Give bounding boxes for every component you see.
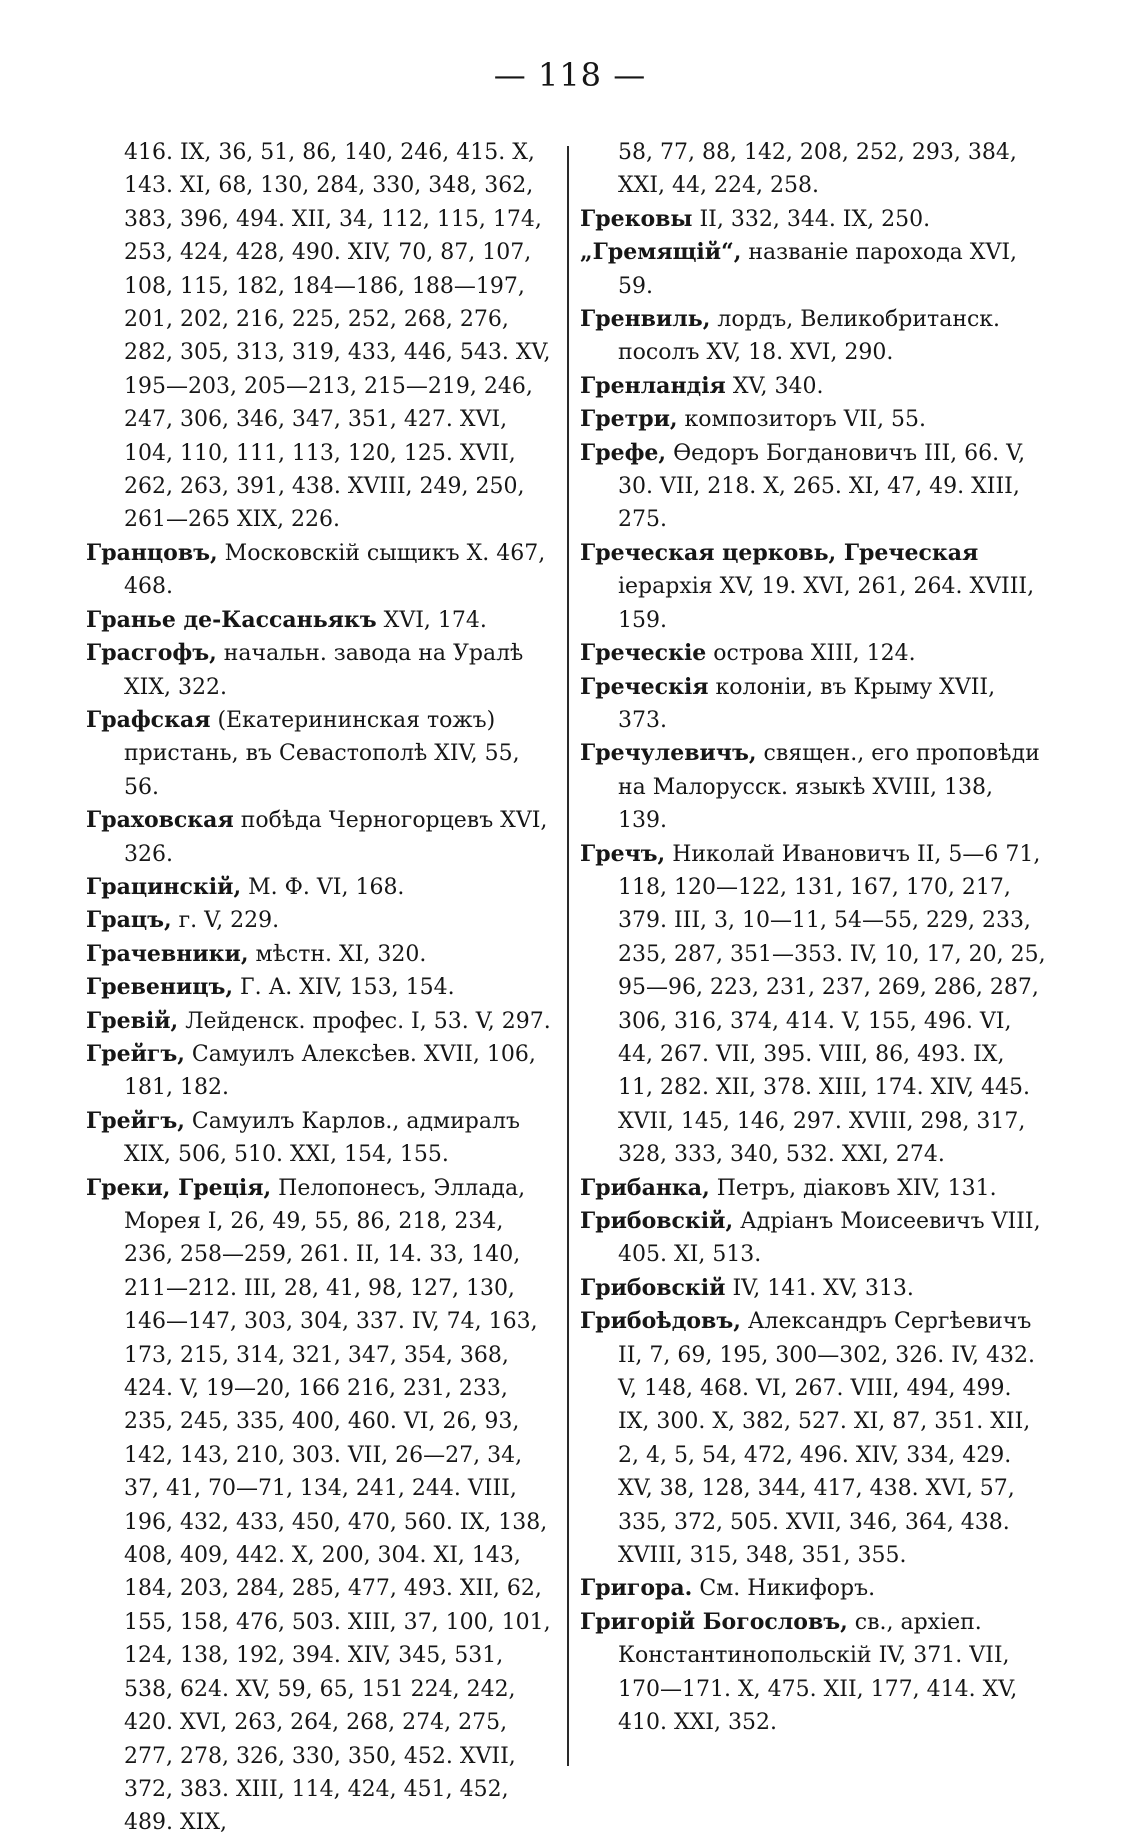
entry-heading: Григора. (580, 1575, 693, 1602)
entry-heading: Графская (86, 706, 211, 733)
entry-references: IV, 141. XV, 313. (725, 1275, 914, 1301)
entry-references: названіе парохода XVI, 59. (618, 240, 1018, 299)
entry-references: Адріанъ Моисеевичъ VIII, 405. XI, 513. (618, 1209, 1041, 1268)
entry-references: Лейденск. профес. I, 53. V, 297. (178, 1008, 551, 1034)
entry-heading: Гренвиль, (580, 306, 711, 333)
entry-heading: Гретри, (580, 406, 678, 433)
entry-references: Александръ Сергѣевичъ II, 7, 69, 195, 300—302, 326. IV, 432. V, 148, 468. VI, 267. VIII, 494, 499. IX, 300. X, 382, 527. XI, 87, 351. XII, 2, 4, 5, 54, 472, 496. XIV, 334, 429. XV, 38, 128, 344, 417, 438. XVI, 57, 335, 372, 505. XVII, 346, 364, 438. XVIII, 315, 348, 351, 355. (618, 1309, 1035, 1569)
entry-references: (Екатерининская тожъ) пристань, въ Севастополѣ XIV, 55, 56. (124, 707, 520, 800)
entry-references: II, 332, 344. IX, 250. (692, 206, 931, 232)
left-column (86, 136, 552, 1840)
index-entry (86, 537, 552, 604)
index-entry (580, 737, 1046, 837)
entry-references: 416. IX, 36, 51, 86, 140, 246, 415. X, 143. XI, 68, 130, 284, 330, 348, 362, 383, 396, 494. XII, 34, 112, 115, 174, 253, 424, 428, 490. XIV, 70, 87, 107, 108, 115, 182, 184—186, 188—197, 201, 202, 216, 225, 252, 268, 276, 282, 305, 313, 319, 433, 446, 543. XV, 195—203, 205—213, 215—219, 246, 247, 306, 346, 347, 351, 427. XVI, 104, 110, 111, 113, 120, 125. XVII, 262, 263, 391, 438. XVIII, 249, 250, 261—265 XIX, 226. (124, 140, 551, 533)
entry-heading: Гречулевичъ, (580, 740, 757, 767)
column-divider (567, 146, 569, 1766)
index-entry (86, 871, 552, 904)
entry-heading: Греческія (580, 673, 709, 700)
entry-references: композиторъ VII, 55. (677, 407, 926, 433)
entry-references: острова XIII, 124. (706, 641, 916, 667)
entry-references: 58, 77, 88, 142, 208, 252, 293, 384, XXI, 44, 224, 258. (618, 140, 1017, 199)
entry-heading: Грибанка, (580, 1174, 710, 1201)
entry-heading: Грековы (580, 205, 693, 232)
index-entry (86, 136, 552, 537)
index-entry (580, 1205, 1046, 1272)
entry-references: побѣда Черногорцевъ XVI, 326. (124, 808, 548, 867)
index-entry (580, 1606, 1046, 1740)
index-entry (86, 637, 552, 704)
entry-references: Самуилъ Карлов., адмиралъ XIX, 506, 510. XXI, 154, 155. (124, 1108, 520, 1168)
entry-references: Г. А. XIV, 153, 154. (233, 975, 455, 1001)
entry-heading: Грибовскій (580, 1274, 726, 1301)
entry-heading: Грачевники, (86, 940, 249, 967)
index-entry (86, 971, 552, 1004)
index-entry (580, 303, 1046, 370)
entry-heading: Грефе, (580, 439, 667, 466)
entry-heading: Гранье де-Кассаньякъ (86, 606, 377, 633)
entry-heading: Граховская (86, 807, 234, 834)
entry-references: начальн. завода на Уралѣ XIX, 322. (124, 641, 524, 700)
index-entry (580, 370, 1046, 403)
index-entry (580, 637, 1046, 670)
entry-heading: Греческіе (580, 640, 707, 667)
entry-heading: Грасгофъ, (86, 640, 217, 667)
entry-heading: Гренландія (580, 372, 726, 399)
entry-references: См. Никифоръ. (692, 1576, 876, 1602)
index-entry (86, 604, 552, 637)
entry-references: іерархія XV, 19. XVI, 261, 264. XVIII, 159. (618, 574, 1035, 633)
entry-references: Пелопонесъ, Эллада, Морея I, 26, 49, 55, 86, 218, 234, 236, 258—259, 261. II, 14. 33, 140, 211—212. III, 28, 41, 98, 127, 130, 146—147, 303, 304, 337. IV, 74, 163, 173, 215, 314, 321, 347, 354, 368, 424. V, 19—20, 166 216, 231, 233, 235, 245, 335, 400, 460. VI, 26, 93, 142, 143, 210, 303. VII, 26—27, 34, 37, 41, 70—71, 134, 241, 244. VIII, 196, 432, 433, 450, 470, 560. IX, 138, 408, 409, 442. X, 200, 304. XI, 143, 184, 203, 284, 285, 477, 493. XII, 62, 155, 158, 476, 503. XIII, 37, 100, 101, 124, 138, 192, 394. XIV, 345, 531, 538, 624. XV, 59, 65, 151 224, 242, 420. XVI, 263, 264, 268, 274, 275, 277, 278, 326, 330, 350, 452. XVII, 372, 383. XIII, 114, 424, 451, 452, 489. XIX, (124, 1175, 551, 1836)
index-entry (580, 236, 1046, 303)
index-entry (86, 1172, 552, 1840)
entry-references: Николай Ивановичъ II, 5—6 71, 118, 120—122, 131, 167, 170, 217, 379. III, 3, 10—11, 54—55, 229, 233, 235, 287, 351—353. IV, 10, 17, 20, 25, 95—96, 223, 231, 237, 269, 286, 287, 306, 316, 374, 414. V, 155, 496. VI, 44, 267. VII, 395. VIII, 86, 493. IX, 11, 282. XII, 378. XIII, 174. XIV, 445. XVII, 145, 146, 297. XVIII, 298, 317, 328, 333, 340, 532. XXI, 274. (618, 841, 1046, 1168)
entry-heading: Грейгъ, (86, 1040, 185, 1067)
entry-references: Ѳедоръ Богдановичъ III, 66. V, 30. VII, 218. X, 265. XI, 47, 49. XIII, 275. (618, 440, 1026, 533)
entry-references: Самуилъ Алексѣев. XVII, 106, 181, 182. (124, 1041, 536, 1101)
index-entry (580, 1305, 1046, 1572)
entry-heading: Грацъ, (86, 907, 172, 934)
index-entry (580, 403, 1046, 436)
index-entry (86, 938, 552, 971)
entry-references: XVI, 174. (376, 607, 487, 633)
right-column (580, 136, 1046, 1740)
entry-references: мѣстн. XI, 320. (248, 941, 427, 967)
entry-references: г. V, 229. (171, 908, 280, 934)
entry-heading: Греки, Греція, (86, 1174, 272, 1201)
entry-heading: Гревій, (86, 1007, 179, 1034)
index-entry (86, 1005, 552, 1038)
entry-heading: Грибоѣдовъ, (580, 1308, 741, 1335)
entry-heading: Гранцовъ, (86, 539, 218, 566)
index-entry (580, 1272, 1046, 1305)
entry-heading: Григорій Богословъ, (580, 1608, 848, 1635)
entry-references: XV, 340. (725, 373, 824, 399)
index-entry (86, 904, 552, 937)
index-entry (580, 1572, 1046, 1605)
entry-references: Петръ, діаковъ XIV, 131. (709, 1175, 997, 1201)
index-entry (86, 1038, 552, 1105)
entry-references: М. Ф. VI, 168. (241, 874, 405, 900)
entry-references: св., архіеп. Константинопольскій IV, 371. VII, 170—171. X, 475. XII, 177, 414. XV, 410. XXI, 352. (618, 1609, 1018, 1736)
entry-heading: „Гремящій“, (580, 239, 742, 266)
entry-heading: Грибовскій, (580, 1208, 734, 1234)
entry-references: колоніи, въ Крыму XVII, 373. (618, 674, 996, 733)
entry-references: Московскій сыщикъ X. 467, 468. (124, 540, 546, 600)
index-entry (86, 1105, 552, 1172)
index-entry (86, 804, 552, 871)
index-entry (86, 704, 552, 804)
index-entry (580, 537, 1046, 637)
entry-references: священ., его проповѣди на Малорусск. языкѣ XVIII, 138, 139. (618, 741, 1040, 834)
index-entry (580, 136, 1046, 203)
entry-references: лордъ, Великобританск. посолъ XV, 18. XVI, 290. (618, 307, 1001, 366)
entry-heading: Греческая церковь, Греческая (580, 539, 979, 566)
index-entry (580, 671, 1046, 738)
index-entry (580, 437, 1046, 537)
entry-heading: Грейгъ, (86, 1107, 185, 1134)
entry-heading: Гревеницъ, (86, 974, 234, 1001)
entry-heading: Грацинскій, (86, 873, 242, 900)
index-entry (580, 203, 1046, 236)
index-entry (580, 838, 1046, 1172)
index-entry (580, 1172, 1046, 1205)
entry-heading: Гречъ, (580, 840, 666, 867)
page-number: — 118 — (493, 56, 647, 94)
